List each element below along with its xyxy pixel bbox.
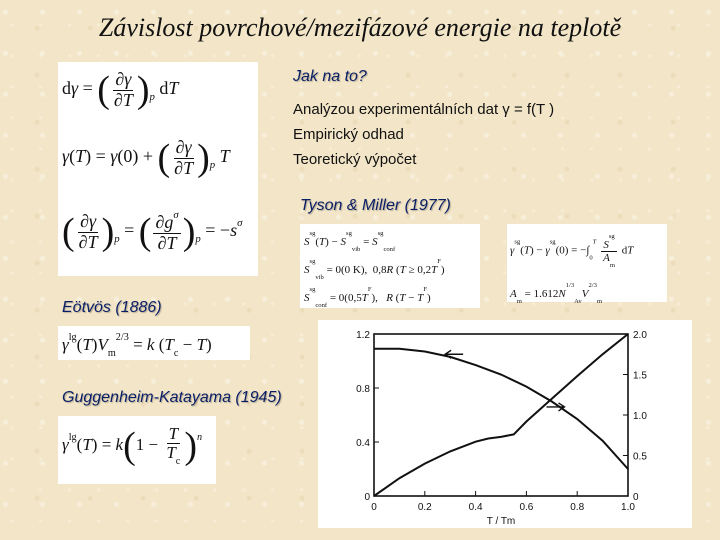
method-experimental: Analýzou experimentálních dat γ = f(T ) [293, 101, 555, 118]
y-left-tick-label: 0.8 [356, 384, 370, 395]
method-theoretical: Teoretický výpočet [293, 151, 417, 168]
x-tick-label: 1.0 [621, 502, 635, 513]
eq-tm-vib: $S^{sg}_{vib} = 0(0$ K), 0,8R $(T \ge 0,2T^F)$ [304, 258, 445, 281]
eq-dgamma: dγ = ( $\frac{\partial\gamma}{\partial T}$ )$_p$ dT [62, 68, 179, 111]
y-left-tick-label: 1.2 [356, 330, 370, 341]
y-right-tick-label: 1.5 [633, 370, 647, 382]
y-left-tick-label: 0.4 [356, 438, 370, 449]
x-tick-label: 0 [371, 502, 377, 513]
x-tick-label: 0.6 [519, 502, 534, 513]
eq-tm-integral: $\gamma^{sg}(T) - \gamma^{sg}(0) = -\int_0^T$ $\frac{S^{sg}}{A_m}$ dT [510, 233, 634, 270]
eq-guggenheim: $\gamma^{lg}(T) = k(1$ − $\frac{T}{T_c}$ )$^n$ [62, 423, 203, 468]
guggenheim-katayama-label: Guggenheim-Katayama (1945) [62, 389, 282, 406]
eotvos-label: Eötvös (1886) [62, 299, 162, 316]
y-right-tick-label: 1.0 [633, 411, 647, 422]
x-tick-label: 0.4 [468, 502, 483, 513]
y-right-tick-label: 0 [633, 492, 639, 503]
y-right-tick-label: 0.5 [633, 451, 647, 463]
surface-energy-chart [318, 320, 692, 528]
y-left-tick-label: 0 [364, 492, 370, 503]
series-left-line [374, 349, 628, 469]
eq-tm-area: $A_m = 1.612N^{1/3}_{Av}V^{2/3}_m$ [510, 282, 603, 305]
eq-eotvos: $\gamma^{lg}(T)V_m^{2/3} = k$ $(T_c - T)$ [62, 332, 212, 359]
x-tick-label: 0.2 [417, 502, 432, 513]
x-axis-label: T / Tm [486, 516, 516, 527]
y-right-tick-label: 2.0 [633, 330, 647, 341]
x-tick-label: 0.8 [570, 502, 585, 513]
eq-entropy: ( $\frac{\partial\gamma}{\partial T}$ )$_p$ = ( $\frac{\partial g^\sigma}{\partial T}$ )$_p = -s^\sigma$ [62, 209, 243, 253]
question-heading: Jak na to? [293, 68, 367, 85]
series-right-line [374, 334, 628, 496]
eq-tm-conf: $S^{sg}_{conf} = 0(0,5T^F)$, R $(T - T^F)$ [304, 286, 431, 309]
method-empirical: Empirický odhad [293, 126, 404, 143]
eq-tm-sum: $S^{sg}(T) - S^{sg}_{vib} = S^{sg}_{conf}$ [304, 230, 396, 253]
eq-gamma-linear: γ(T) = γ(0) + ( $\frac{\partial\gamma}{\partial T}$ )$_p$ T [62, 136, 230, 179]
slide-title: Závislost povrchové/mezifázové energie na teplotě [98, 13, 622, 42]
tyson-miller-label: Tyson & Miller (1977) [300, 197, 451, 214]
